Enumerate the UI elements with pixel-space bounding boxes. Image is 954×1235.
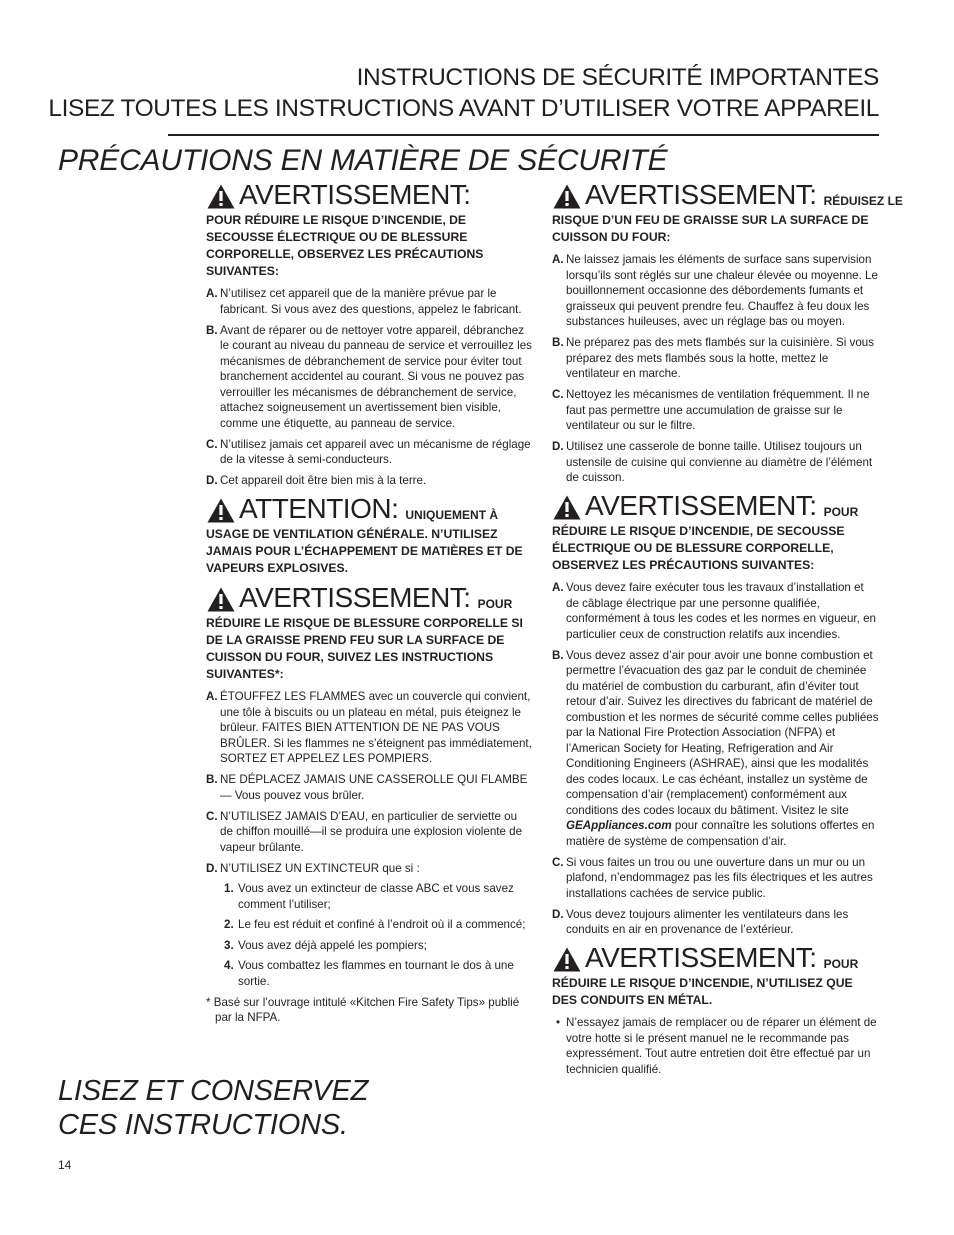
warning-heading	[552, 179, 903, 210]
closing-statement	[58, 1074, 368, 1142]
warning-lead: RÉDUIRE LE RISQUE DE BLESSURE CORPORELLE SI DE LA GRAISSE PREND FEU SUR LA SURFACE DE CUISSON DU FOUR, SUIVEZ LES INSTRUCTIONS SUIVANTES*:	[206, 616, 523, 681]
warning-heading	[206, 583, 532, 613]
list-item: A. Ne laissez jamais les éléments de surface sans supervision lorsqu’ils sont réglés sur une chaleur élevée ou moyenne. Le bouillonnement occasionne des débordements fumants et graisseux qui peuvent prendre feu. Chauffez à feu doux les substances huileuses, avec un réglage bas ou moyen.	[552, 253, 878, 328]
list-item: C. Si vous faites un trou ou une ouverture dans un mur ou un plafond, n’endommagez pas les fils électriques et les autres installations cachées de service public.	[552, 855, 873, 900]
warning-word: AVERTISSEMENT:	[585, 490, 817, 521]
warning-word: AVERTISSEMENT:	[239, 179, 471, 210]
warning-lead: POUR RÉDUIRE LE RISQUE D’INCENDIE, DE SECOUSSE ÉLECTRIQUE OU DE BLESSURE CORPORELLE, OBSERVEZ LES PRÉCAUTIONS SUIVANTES:	[206, 213, 484, 278]
sub-list-item: 2. Le feu est réduit et confiné à l’endroit où il a commencé;	[224, 918, 526, 931]
list-item: • N’essayez jamais de remplacer ou de réparer un élément de votre hotte si le présent manuel ne le recommande pas expressément. Tout autre entretien doit être effectué par un technicien qualifié.	[556, 1016, 877, 1076]
closing-line-2: CES INSTRUCTIONS.	[58, 1109, 348, 1141]
list-item: D. Vous devez toujours alimenter les ventilateurs dans les conduits en air en provenance de l’extérieur.	[552, 907, 849, 936]
attention-heading	[206, 494, 532, 524]
right-column	[552, 179, 903, 1081]
website-link[interactable]: GEAppliances.com	[566, 819, 672, 832]
bullet-list	[552, 1015, 879, 1077]
warning-small: POUR	[477, 597, 513, 611]
warning-heading	[552, 943, 879, 973]
list-item: D. Utilisez une casserole de bonne taille. Utilisez toujours un ustensile de cuisine qui convienne au diamètre de l’élément de cuisson.	[552, 440, 873, 484]
warning-block-grease-fire	[206, 583, 532, 1026]
warning-small: POUR	[823, 505, 859, 519]
sub-list-item: 4. Vous combattez les flammes en tournant le dos à une sortie.	[224, 959, 514, 988]
list-item: C. Nettoyez les mécanismes de ventilation fréquemment. Il ne faut pas permettre une accumulation de graisse sur le ventilateur ou sur le filtre.	[552, 388, 870, 432]
header-line-2: LISEZ TOUTES LES INSTRUCTIONS AVANT D’UTILISER VOTRE APPAREIL	[48, 95, 879, 122]
left-column	[206, 180, 532, 1030]
page-title: PRÉCAUTIONS EN MATIÈRE DE SÉCURITÉ	[58, 144, 668, 177]
warning-list	[206, 286, 532, 489]
list-item: A. Vous devez faire exécuter tous les travaux d’installation et de câblage électrique par une personne qualifiée, conformément à tous les codes et les normes en vigueur, en particulier ceux de construction relatifs aux incendies.	[552, 581, 876, 641]
warning-lead: RÉDUIRE LE RISQUE D’INCENDIE, DE SECOUSSE ÉLECTRIQUE OU DE BLESSURE CORPORELLE, OBSERVEZ LES PRÉCAUTIONS SUIVANTES:	[552, 524, 845, 572]
attention-lead: USAGE DE VENTILATION GÉNÉRALE. N’UTILISEZ JAMAIS POUR L’ÉCHAPPEMENT DE MATIÈRES ET DE VAPEURS EXPLOSIVES.	[206, 527, 523, 575]
sub-list-item: 3. Vous avez déjà appelé les pompiers;	[224, 938, 427, 952]
warning-small: POUR	[823, 957, 859, 971]
list-item: B. Avant de réparer ou de nettoyer votre appareil, débranchez le courant au niveau du panneau de service et verrouillez les mécanismes de débranchement de service pour éviter tout branchement accidentel au courant. Si vous ne pouvez pas verrouiller les mécanismes de débranchement de service, attachez soigneusement un avertissement bien visible, comme une étiquette, au panneau de service.	[206, 323, 532, 430]
warning-triangle-icon	[206, 497, 236, 524]
warning-triangle-icon	[206, 586, 236, 613]
list-item: D. Cet appareil doit être bien mis à la terre.	[206, 474, 427, 487]
list-item: A. ÉTOUFFEZ LES FLAMMES avec un couvercle qui convient, une tôle à biscuits ou un plateau en métal, puis éteignez le brûleur. FAITES BIEN ATTENTION DE NE PAS VOUS BRÛLER. Si les flammes ne s’éteignent pas immédiatement, SORTEZ ET APPELEZ LES POMPIERS.	[206, 690, 532, 765]
page-number: 14	[58, 1158, 72, 1172]
list-item: D. N’UTILISEZ UN EXTINCTEUR que si : 1. Vous avez un extincteur de classe ABC et vous savez comment l’utiliser; 2. Le feu est réduit et confiné à l’endroit où il a commencé; 3. Vous avez déjà appelé les pompiers; 4. Vous combattez les flammes en tournant le dos à une sortie.	[206, 861, 532, 990]
attention-word: ATTENTION:	[239, 493, 399, 524]
warning-list	[552, 580, 879, 938]
warning-block-grease-risk	[552, 179, 903, 486]
warning-list	[552, 252, 879, 486]
header-line-1: INSTRUCTIONS DE SÉCURITÉ IMPORTANTES	[356, 64, 879, 91]
warning-triangle-icon	[552, 494, 582, 521]
warning-lead: RISQUE D’UN FEU DE GRAISSE SUR LA SURFACE DE CUISSON DU FOUR:	[552, 213, 869, 244]
attention-block	[206, 494, 532, 577]
warning-list	[206, 689, 532, 989]
warning-word: AVERTISSEMENT:	[585, 942, 817, 973]
warning-heading	[206, 180, 532, 210]
closing-line-1: LISEZ ET CONSERVEZ	[58, 1075, 369, 1107]
list-item: C. N’utilisez jamais cet appareil avec un mécanisme de réglage de la vitesse à semi-conducteurs.	[206, 437, 531, 466]
warning-block-metal-ducts	[552, 943, 879, 1077]
warning-block-installation	[552, 491, 879, 938]
sub-list	[224, 881, 532, 989]
warning-word: AVERTISSEMENT:	[585, 179, 817, 210]
warning-heading	[552, 491, 879, 521]
attention-small: UNIQUEMENT À	[405, 508, 499, 522]
page-header	[48, 62, 879, 124]
list-item: B. Ne préparez pas des mets flambés sur la cuisinière. Si vous préparez des mets flambés sous la hotte, mettez le ventilateur en marche.	[552, 336, 875, 380]
list-item: A. N’utilisez cet appareil que de la manière prévue par le fabricant. Si vous avez des questions, appelez le fabricant.	[206, 287, 522, 316]
warning-triangle-icon	[552, 946, 582, 973]
header-rule	[168, 134, 879, 136]
list-item: B. NE DÉPLACEZ JAMAIS UNE CASSEROLLE QUI FLAMBE— Vous pouvez vous brûler.	[206, 773, 528, 802]
warning-triangle-icon	[206, 183, 236, 210]
list-item: B. Vous devez assez d’air pour avoir une bonne combustion et permettre l’évacuation des gaz par le conduit de cheminée du matériel de combustion du carburant, afin d’éviter tout retour d’air. Suivez les directives du fabricant de matériel de combustion et les normes de sécurité comme celles publiées par la National Fire Protection Association (NFPA) et l’American Society for Heating, Refrigeration and Air Conditioning Engineers (ASHRAE), ainsi que les modalités des codes locaux. Le cas échéant, installez un système de compensation d’air (remplacement) conformément aux conditions des codes locaux du bâtiment. Visitez le site GEAppliances.com pour connaître les solutions offertes en matière de système de compensation d’air.	[552, 648, 879, 848]
footnote: * Basé sur l’ouvrage intitulé «Kitchen Fire Safety Tips» publié par la NFPA.	[206, 995, 520, 1024]
warning-triangle-icon	[552, 183, 582, 210]
sub-list-item: 1. Vous avez un extincteur de classe ABC et vous savez comment l’utiliser;	[224, 882, 514, 911]
warning-block-general	[206, 180, 532, 489]
list-item: C. N’UTILISEZ JAMAIS D’EAU, en particulier de serviette ou de chiffon mouillé—il se produira une explosion violente de vapeur brûlante.	[206, 809, 523, 854]
warning-lead: RÉDUIRE LE RISQUE D’INCENDIE, N’UTILISEZ QUE DES CONDUITS EN MÉTAL.	[552, 976, 853, 1007]
warning-word: AVERTISSEMENT:	[239, 582, 471, 613]
warning-small: RÉDUISEZ LE	[823, 194, 903, 208]
